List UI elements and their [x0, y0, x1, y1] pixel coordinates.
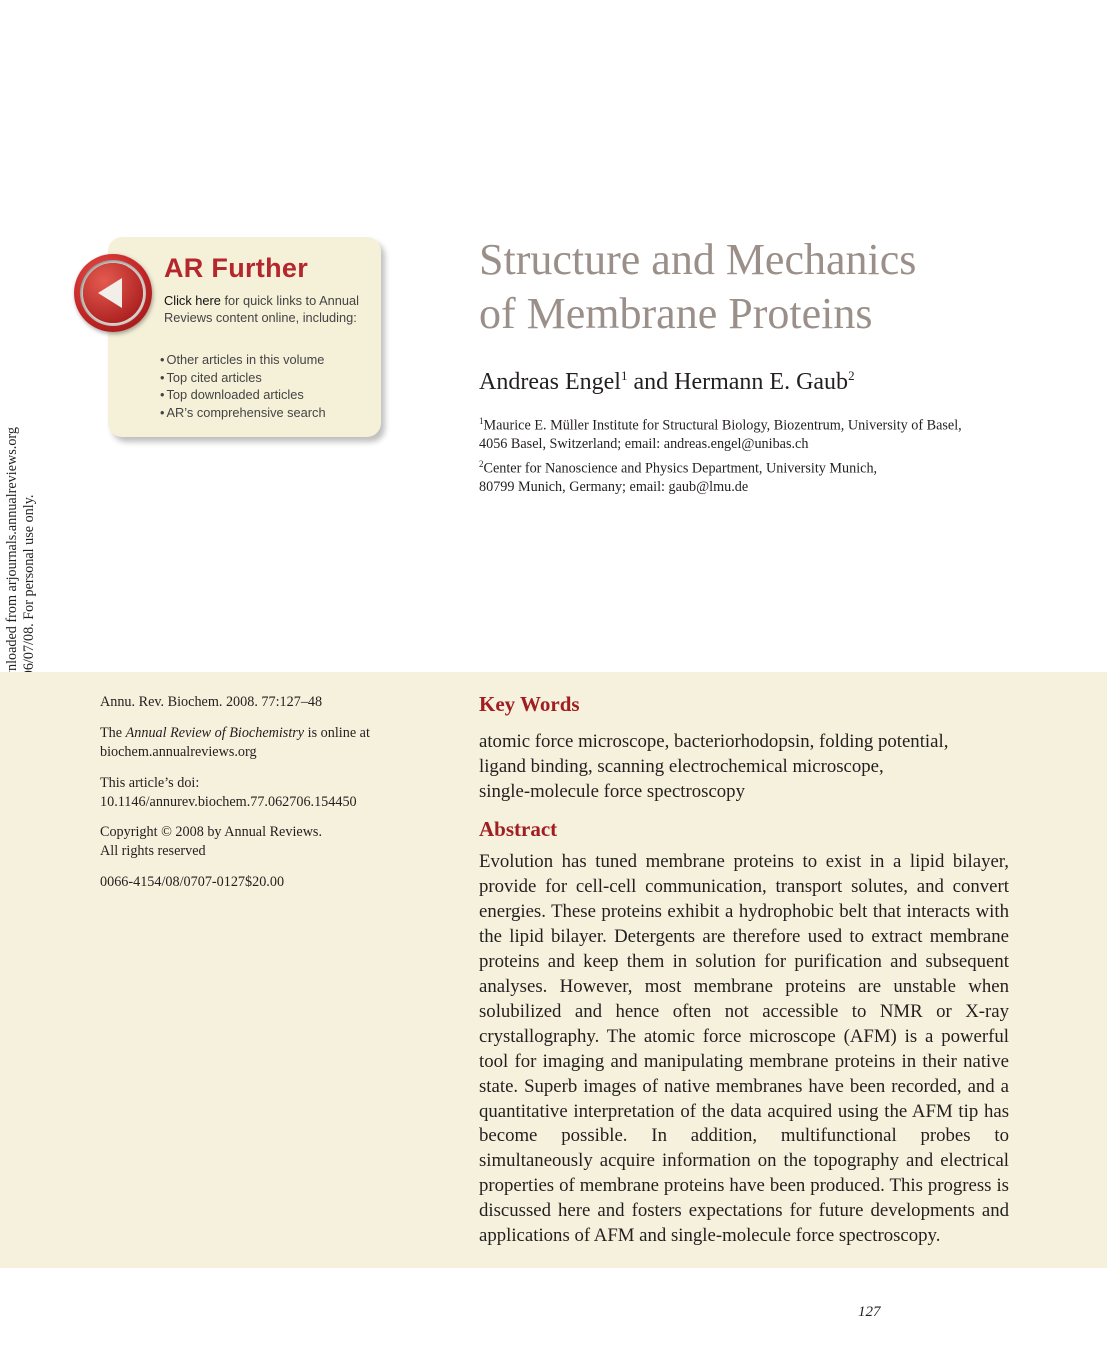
online-note — [100, 724, 400, 762]
author-name: Hermann E. Gaub — [674, 369, 849, 395]
affiliation-mark: 1 — [479, 416, 484, 426]
online-suffix: is online at — [307, 725, 370, 741]
author-mark: 2 — [848, 368, 855, 383]
doi-value[interactable]: 10.1146/annurev.biochem.77.062706.154450 — [100, 794, 357, 810]
affiliation-mark: 2 — [479, 459, 484, 469]
ar-further-description-text: for quick links to Annual Reviews content online, including: — [164, 293, 359, 326]
affiliation-line: 80799 Munich, Germany; email: gaub@lmu.de — [479, 479, 749, 496]
author-list — [479, 368, 855, 396]
ar-link-other-articles[interactable]: • Other articles in this volume — [160, 351, 326, 369]
author-name: Andreas Engel — [479, 369, 621, 395]
citation: Annu. Rev. Biochem. 2008. 77:127–48 — [100, 694, 323, 710]
click-here-link[interactable]: Click here — [164, 293, 221, 308]
key-words — [479, 729, 1019, 804]
affiliation-line: Center for Nanoscience and Physics Department, University Munich, — [483, 460, 878, 477]
back-arrow-icon[interactable] — [80, 260, 146, 326]
journal-url[interactable]: biochem.annualreviews.org — [100, 744, 257, 760]
article-title-line1: Structure and Mechanics — [479, 235, 917, 284]
key-words-line: single-molecule force spectroscopy — [479, 781, 745, 802]
article-title-line2: of Membrane Proteins — [479, 289, 873, 338]
key-words-heading: Key Words — [479, 692, 580, 716]
key-words-line: ligand binding, scanning electrochemical microscope, — [479, 756, 884, 777]
author-mark: 1 — [620, 368, 628, 383]
key-words-line: atomic force microscope, bacteriorhodopsin, folding potential, — [479, 731, 949, 752]
doi-block — [100, 774, 357, 812]
article-code: 0066-4154/08/0707-0127$20.00 — [100, 874, 285, 890]
affiliation-line: Maurice E. Müller Institute for Structural Biology, Biozentrum, University of Basel, — [483, 417, 962, 434]
copyright: Copyright © 2008 by Annual Reviews. — [100, 824, 323, 840]
ar-further-list — [160, 351, 326, 421]
ar-link-top-cited[interactable]: • Top cited articles — [160, 369, 326, 387]
ar-link-top-downloaded[interactable]: • Top downloaded articles — [160, 386, 326, 404]
ar-link-search[interactable]: • AR’s comprehensive search — [160, 404, 326, 422]
affiliation-1 — [479, 412, 1039, 454]
author-connector: and — [633, 369, 669, 395]
abstract-text: Evolution has tuned membrane proteins to exist in a lipid bilayer, provide for cell-cell communication, transport solutes, and convert energies. These proteins exhibit a hydrophobic belt that interacts with the lipid bilayer. Detergents are therefore used to extract membrane proteins and keep them in solution for purification and subsequent analyses. However, most membrane proteins are unstable when solubilized and hence often not accessible to NMR or X-ray crystallography. The atomic force microscope (AFM) is a powerful tool for imaging and manipulating membrane proteins in their native state. Superb images of native membranes have been recorded, and a quantitative interpretation of the data acquired using the AFM tip has become possible. In addition, multifunctional probes to simultaneously acquire information on the topography and electrical properties of membrane proteins have been produced. This progress is discussed here and fosters expectations for future developments and applications of AFM and single-molecule force spectroscopy. — [479, 851, 1009, 1247]
article-title — [479, 233, 1079, 341]
ar-further-title: AR Further — [164, 253, 308, 283]
copyright-block — [100, 823, 322, 861]
affiliation-2 — [479, 455, 1039, 497]
rights: All rights reserved — [100, 843, 206, 859]
doi-label: This article’s doi: — [100, 775, 200, 791]
ar-further-description — [164, 292, 364, 327]
abstract-heading: Abstract — [479, 817, 558, 841]
page-number: 127 — [858, 1304, 881, 1320]
affiliation-line: 4056 Basel, Switzerland; email: andreas.engel@unibas.ch — [479, 436, 809, 453]
online-prefix: The — [100, 725, 123, 741]
journal-name: Annual Review of Biochemistry — [125, 725, 305, 741]
